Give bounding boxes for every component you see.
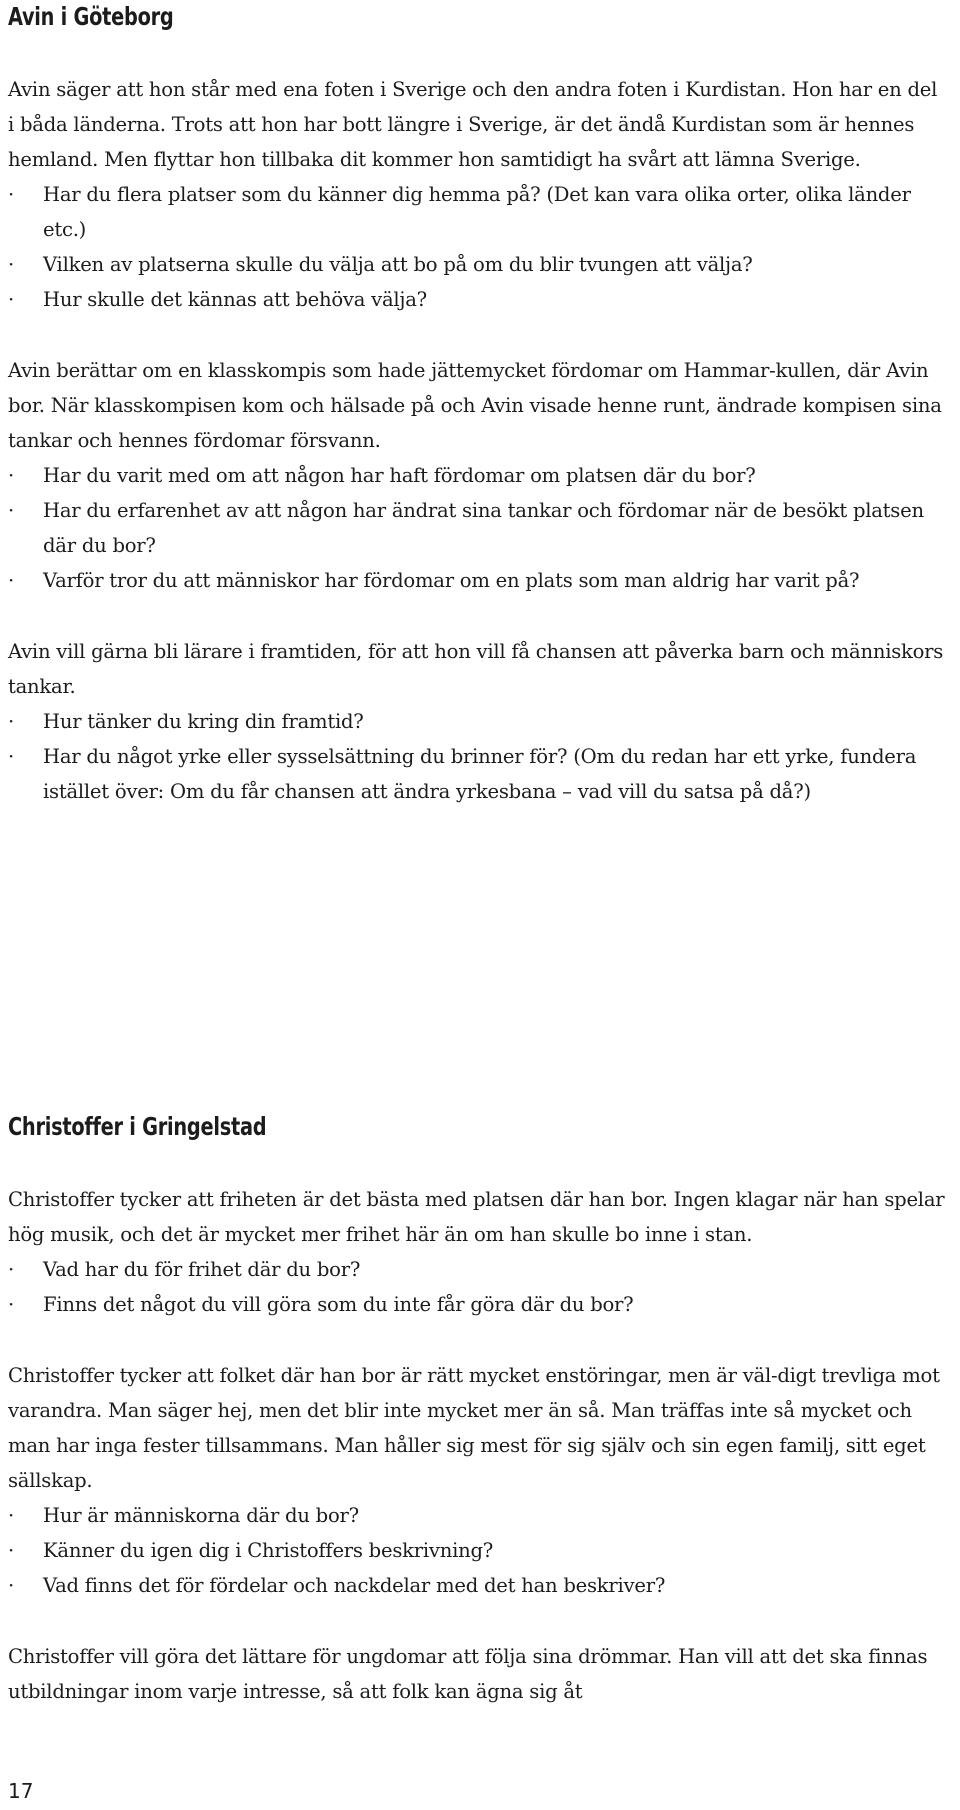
paragraph: Christoffer tycker att friheten är det bästa med platsen där han bor. Ingen klagar när han spelar hög musik, och det är mycket mer frihet här än om han skulle bo inne i stan. xyxy=(8,1188,945,1246)
question-list xyxy=(8,1498,948,1603)
bullet: · xyxy=(8,464,14,487)
section-heading-avin: Avin i Göteborg xyxy=(8,2,174,31)
bullet: · xyxy=(8,1293,14,1316)
question-item: · Har du flera platser som du känner dig hemma på? (Det kan vara olika orter, olika länder etc.) xyxy=(8,177,948,247)
bullet: · xyxy=(8,253,14,276)
paragraph: Christoffer tycker att folket där han bor är rätt mycket enstöringar, men är väl-digt trevliga mot varandra. Man säger hej, men det blir inte mycket mer än så. Man träffas inte så mycket och man har inga fester tillsammans. Man håller sig mest för sig själv och sin egen familj, sitt eget sällskap. xyxy=(8,1364,940,1492)
question-list xyxy=(8,458,948,598)
paragraph: Avin vill gärna bli lärare i framtiden, för att hon vill få chansen att påverka barn och människors tankar. xyxy=(8,640,944,698)
paragraph: Christoffer vill göra det lättare för ungdomar att följa sina drömmar. Han vill att det ska finnas utbildningar inom varje intresse, så att folk kan ägna sig åt xyxy=(8,1645,928,1703)
bullet: · xyxy=(8,183,14,206)
question-item: · Vilken av platserna skulle du välja att bo på om du blir tvungen att välja? xyxy=(8,247,948,282)
bullet: · xyxy=(8,569,14,592)
question-item: · Varför tror du att människor har fördomar om en plats som man aldrig har varit på? xyxy=(8,563,948,598)
bullet: · xyxy=(8,1539,14,1562)
section-christoffer xyxy=(8,1182,948,1709)
bullet: · xyxy=(8,499,14,522)
question-list xyxy=(8,1252,948,1322)
question-item: · Har du erfarenhet av att någon har ändrat sina tankar och fördomar när de besökt platsen där du bor? xyxy=(8,493,948,563)
page-number: 17 xyxy=(8,1779,34,1803)
question-item: · Känner du igen dig i Christoffers beskrivning? xyxy=(8,1533,948,1568)
question-item: · Vad har du för frihet där du bor? xyxy=(8,1252,948,1287)
question-item: · Har du något yrke eller sysselsättning du brinner för? (Om du redan har ett yrke, fundera istället över: Om du får chansen att ändra yrkesbana – vad vill du satsa på då?) xyxy=(8,739,948,809)
bullet: · xyxy=(8,745,14,768)
bullet: · xyxy=(8,710,14,733)
bullet: · xyxy=(8,1574,14,1597)
question-item: · Har du varit med om att någon har haft fördomar om platsen där du bor? xyxy=(8,458,948,493)
section-avin xyxy=(8,72,948,845)
question-item: · Hur tänker du kring din framtid? xyxy=(8,704,948,739)
question-item: · Finns det något du vill göra som du inte får göra där du bor? xyxy=(8,1287,948,1322)
question-list xyxy=(8,177,948,317)
question-item: · Hur är människorna där du bor? xyxy=(8,1498,948,1533)
paragraph: Avin berättar om en klasskompis som hade jättemycket fördomar om Hammar-kullen, där Avin bor. När klasskompisen kom och hälsade på och Avin visade henne runt, ändrade kompisen sina tankar och hennes fördomar försvann. xyxy=(8,359,942,452)
question-list xyxy=(8,704,948,809)
bullet: · xyxy=(8,288,14,311)
bullet: · xyxy=(8,1504,14,1527)
question-item: · Hur skulle det kännas att behöva välja? xyxy=(8,282,948,317)
section-heading-christoffer: Christoffer i Gringelstad xyxy=(8,1112,267,1141)
paragraph: Avin säger att hon står med ena foten i Sverige och den andra foten i Kurdistan. Hon har en del i båda länderna. Trots att hon har bott längre i Sverige, är det ändå Kurdistan som är hennes hemland. Men flyttar hon tillbaka dit kommer hon samtidigt ha svårt att lämna Sverige. xyxy=(8,78,938,171)
bullet: · xyxy=(8,1258,14,1281)
question-item: · Vad finns det för fördelar och nackdelar med det han beskriver? xyxy=(8,1568,948,1603)
